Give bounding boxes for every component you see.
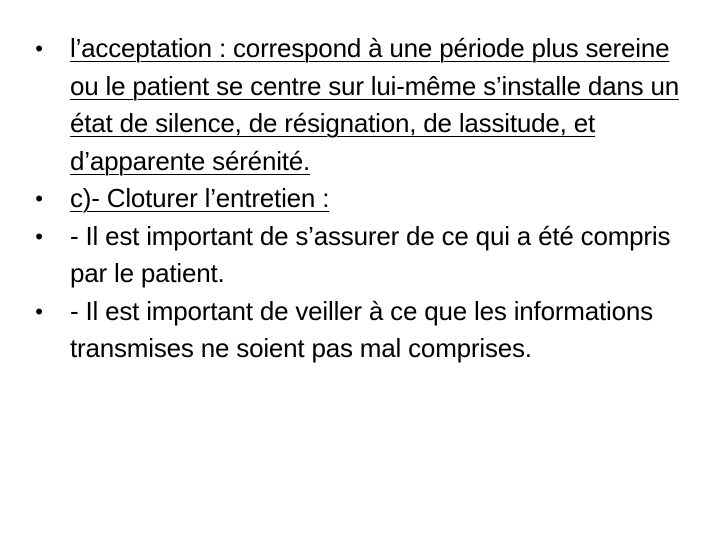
bullet-item-acceptation: [26, 30, 690, 180]
bullet-icon: •: [35, 298, 43, 324]
bullet-item-veiller: [26, 293, 690, 368]
bullet-text: l’acceptation : correspond à une période plus sereine ou le patient se centre sur lui-même s’installe dans un état de silence, de résignation, de lassitude, et d’apparente sérénité.: [70, 33, 679, 176]
bullet-item-compris: [26, 218, 690, 293]
bullet-text: - Il est important de veiller à ce que les informations transmises ne soient pas mal comprises.: [70, 295, 653, 363]
bullet-icon: •: [35, 186, 43, 211]
bullet-icon: •: [35, 223, 43, 249]
bullet-icon: •: [35, 36, 43, 61]
bullet-text: - Il est important de s’assurer de ce qui a été compris par le patient.: [70, 220, 671, 288]
bullet-text: c)- Cloturer l’entretien :: [70, 183, 330, 213]
bullet-item-cloturer: [26, 180, 690, 218]
bullet-list: [26, 30, 690, 368]
